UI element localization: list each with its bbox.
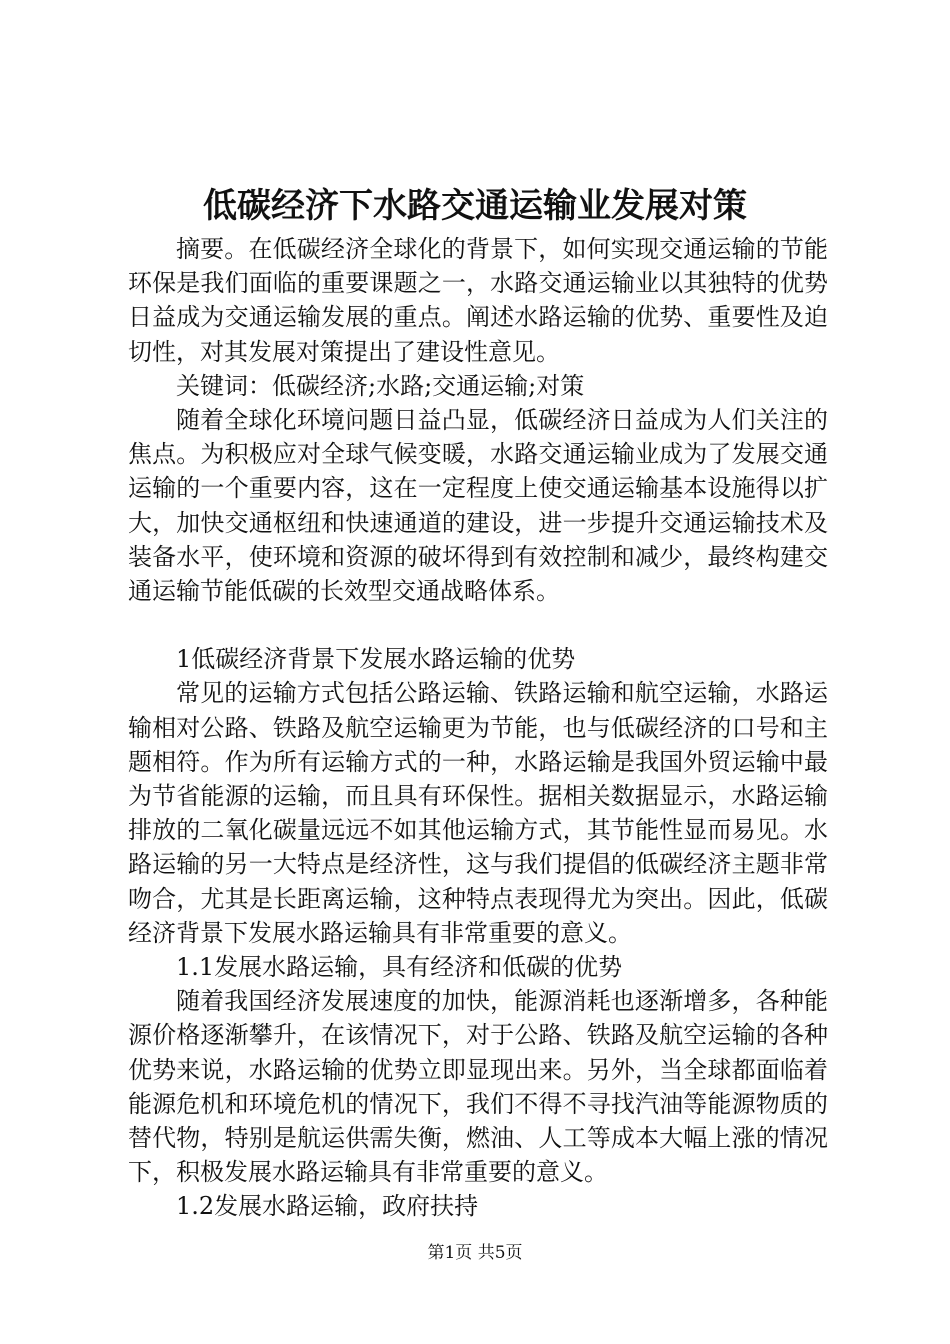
keywords-paragraph: 关键词：低碳经济;水路;交通运输;对策 xyxy=(176,371,585,400)
section-heading-1-1: 1.1发展水路运输，具有经济和低碳的优势 xyxy=(176,953,623,982)
section-1-1-paragraph: 随着我国经济发展速度的加快，能源消耗也逐渐增多，各种能源价格逐渐攀升，在该情况下，对于公路、铁路及航空运输的各种优势来说，水路运输的优势立即显现出来。另外，当全球都面临着能源危机和环境危机的情况下，我们不得不寻找汽油等能源物质的替代物，特别是航运供需失衡，燃油、人工等成本大幅上涨的情况下，积极发展水路运输具有非常重要的意义。 xyxy=(128,987,828,1187)
page-footer: 第1页 共5页 xyxy=(427,1243,523,1263)
intro-paragraph: 随着全球化环境问题日益凸显，低碳经济日益成为人们关注的焦点。为积极应对全球气候变暖，水路交通运输业成为了发展交通运输的一个重要内容，这在一定程度上使交通运输基本设施得以扩大，加快交通枢纽和快速通道的建设，进一步提升交通运输技术及装备水平，使环境和资源的破坏得到有效控制和减少，最终构建交通运输节能低碳的长效型交通战略体系。 xyxy=(128,406,828,606)
document-body xyxy=(128,232,828,1224)
section-heading-1: 1低碳经济背景下发展水路运输的优势 xyxy=(176,645,576,674)
section-heading-1-2: 1.2发展水路运输，政府扶持 xyxy=(176,1192,479,1221)
section-1-paragraph: 常见的运输方式包括公路运输、铁路运输和航空运输，水路运输相对公路、铁路及航空运输更为节能，也与低碳经济的口号和主题相符。作为所有运输方式的一种，水路运输是我国外贸运输中最为节省能源的运输，而且具有环保性。据相关数据显示，水路运输排放的二氧化碳量远远不如其他运输方式，其节能性显而易见。水路运输的另一大特点是经济性，这与我们提倡的低碳经济主题非常吻合，尤其是长距离运输，这种特点表现得尤为突出。因此，低碳经济背景下发展水路运输具有非常重要的意义。 xyxy=(128,679,828,947)
document-title: 低碳经济下水路交通运输业发展对策 xyxy=(203,186,747,226)
abstract-paragraph: 摘要。在低碳经济全球化的背景下，如何实现交通运输的节能环保是我们面临的重要课题之一，水路交通运输业以其独特的优势日益成为交通运输发展的重点。阐述水路运输的优势、重要性及迫切性，对其发展对策提出了建设性意见。 xyxy=(128,235,828,366)
paragraph-gap xyxy=(128,608,828,642)
